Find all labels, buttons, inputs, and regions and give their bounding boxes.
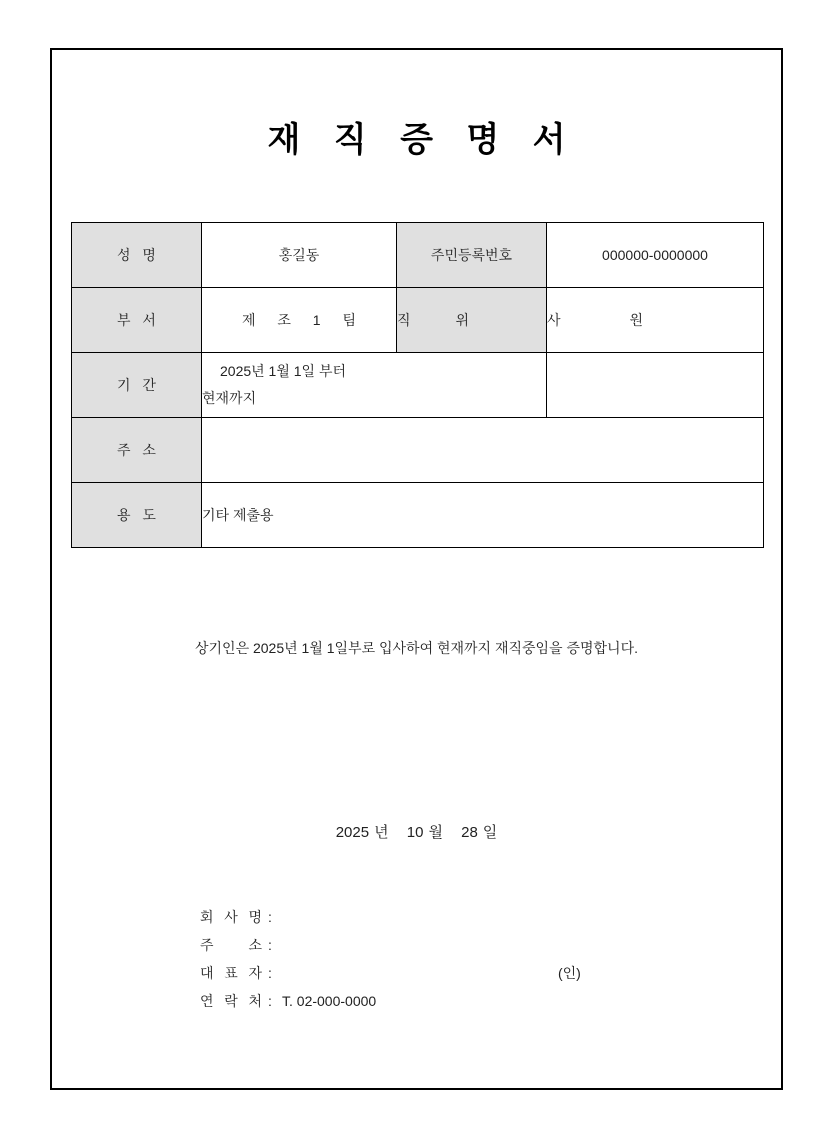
page-title: 재 직 증 명 서 (267, 121, 578, 159)
label-purpose: 용 도 (72, 483, 202, 548)
issue-date-day (461, 824, 497, 841)
label-address-char-1: 주 (200, 937, 214, 953)
label-position-char-2: 위 (455, 312, 469, 328)
label-name: 성 명 (72, 223, 202, 288)
certification-statement: 상기인은 2025년 1월 1일부로 입사하여 현재까지 재직중임을 증명합니다. (195, 640, 638, 656)
issuer-signature-block (200, 907, 581, 1019)
representative-colon: : (268, 965, 272, 981)
signature-row-contact (200, 991, 581, 1019)
label-company-char-2: 사 (224, 909, 238, 925)
table-row (72, 483, 764, 548)
employee-info-table (71, 222, 764, 548)
issue-date-month-unit: 월 (428, 824, 443, 841)
label-address: 주 소 (72, 418, 202, 483)
label-representative (200, 963, 262, 983)
issue-date-year (336, 824, 389, 841)
value-position-char-2: 원 (629, 312, 643, 328)
table-row (72, 353, 764, 418)
label-period: 기 간 (72, 353, 202, 418)
label-representative-char-3: 자 (248, 965, 262, 981)
label-position (397, 288, 547, 353)
label-contact-char-1: 연 (200, 993, 214, 1009)
value-period-extra (547, 353, 764, 418)
company-colon: : (268, 909, 272, 925)
contact-colon: : (268, 993, 272, 1009)
label-contact-char-2: 락 (224, 993, 238, 1009)
value-period-end: 현재까지 (202, 390, 257, 406)
label-contact-char-3: 처 (248, 993, 262, 1009)
value-period-start: 2025년 1월 1일 부터 (220, 362, 347, 379)
label-company-char-1: 회 (200, 909, 214, 925)
label-contact (200, 991, 262, 1011)
issue-date-month-number: 10 (406, 824, 424, 841)
table-row (72, 418, 764, 483)
table-row (72, 223, 764, 288)
issue-date-month (407, 824, 443, 841)
value-department: 제 조 1 팀 (202, 288, 397, 353)
label-department: 부 서 (72, 288, 202, 353)
signature-row-representative (200, 963, 581, 991)
value-purpose: 기타 제출용 (202, 483, 764, 548)
label-issuer-address (200, 935, 262, 955)
label-resident-number: 주민등록번호 (397, 223, 547, 288)
signature-row-address (200, 935, 581, 963)
issue-date-year-unit: 년 (374, 824, 389, 841)
issue-date-year-number: 2025 (335, 824, 370, 841)
label-representative-char-1: 대 (200, 965, 214, 981)
label-address-char-3: 소 (248, 937, 262, 953)
table-row (72, 288, 764, 353)
address-colon: : (268, 937, 272, 953)
document-page-frame (50, 48, 783, 1090)
issue-date-line (52, 821, 781, 842)
value-position (547, 288, 764, 353)
signature-row-company (200, 907, 581, 935)
value-resident-number: 000000-0000000 (547, 223, 764, 288)
label-representative-char-2: 표 (224, 965, 238, 981)
label-company-name (200, 907, 262, 927)
value-name: 홍길동 (202, 223, 397, 288)
seal-mark: (인) (558, 965, 581, 981)
label-company-char-3: 명 (248, 909, 262, 925)
issue-date-day-number: 28 (461, 824, 478, 841)
value-period (202, 353, 547, 418)
issue-date-day-unit: 일 (482, 824, 498, 841)
value-position-char-1: 사 (547, 312, 561, 328)
value-contact-phone: T. 02-000-0000 (282, 993, 377, 1009)
label-position-char-1: 직 (397, 312, 411, 328)
value-address (202, 418, 764, 483)
